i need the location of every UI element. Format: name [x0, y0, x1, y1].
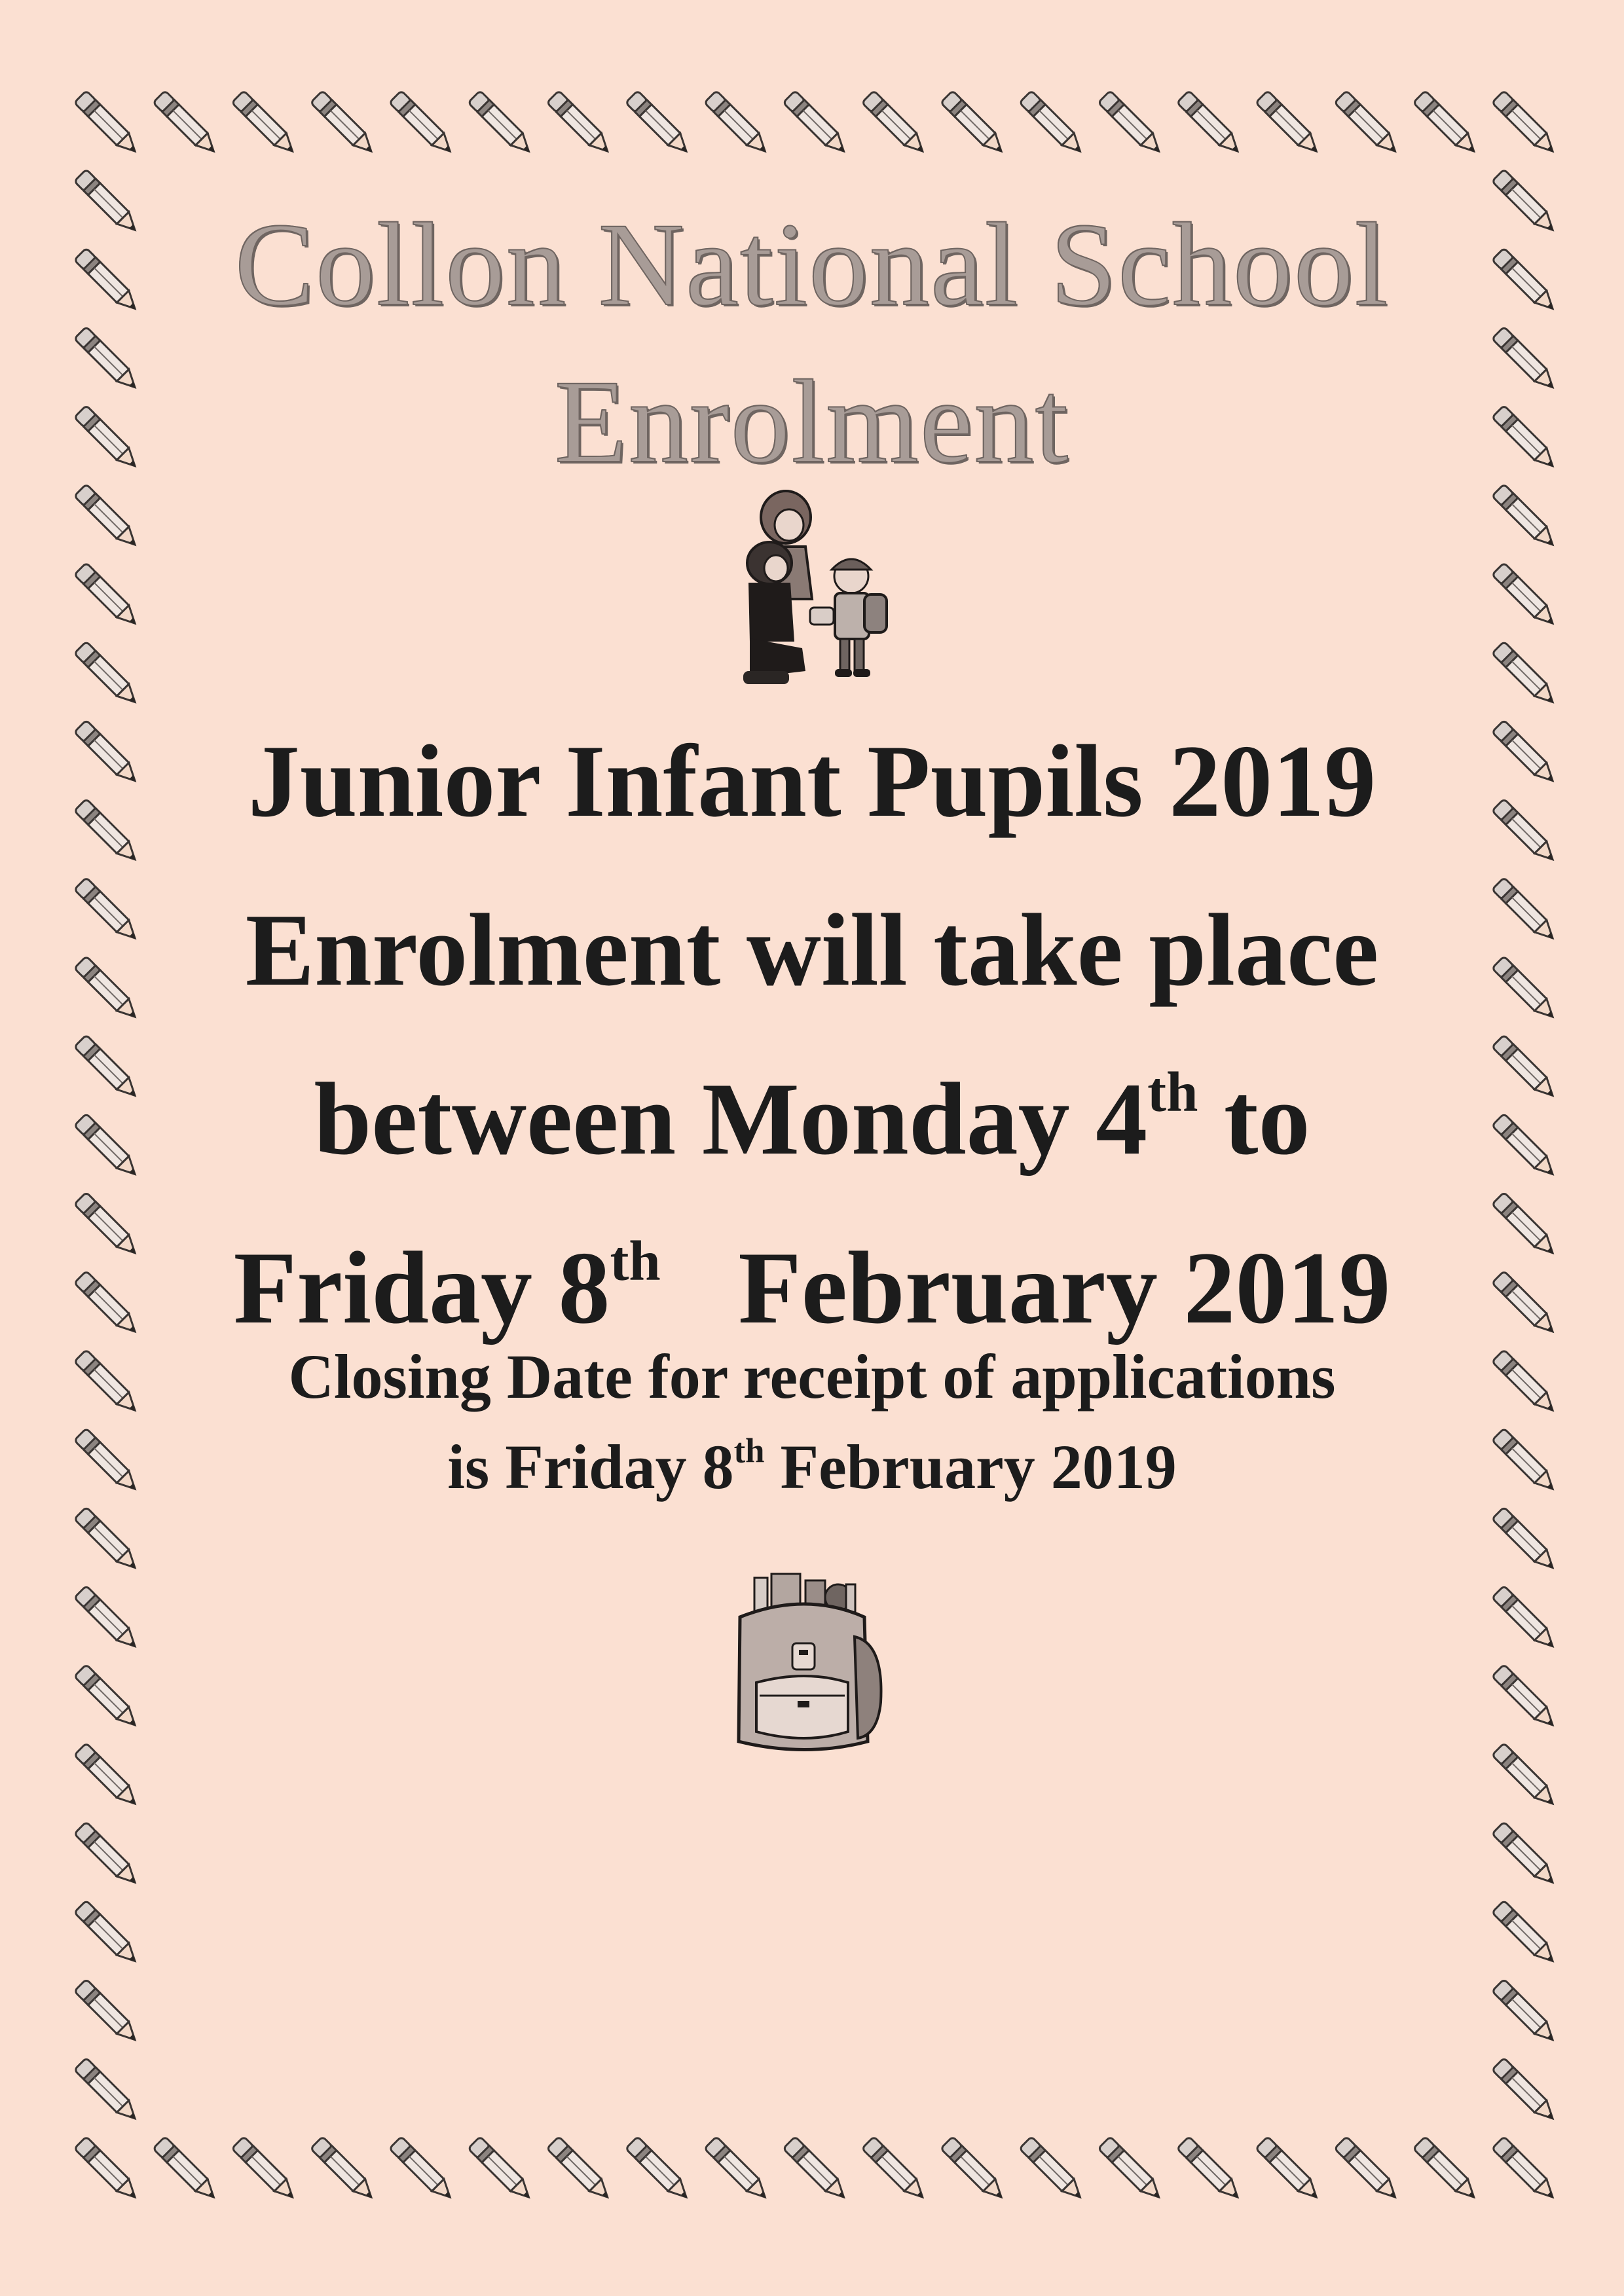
- pencil-icon: [1492, 90, 1559, 158]
- pencil-icon: [1492, 1822, 1559, 1889]
- pencil-icon: [1413, 2136, 1481, 2204]
- parent-and-child-illustration: [724, 484, 900, 694]
- pencil-icon: [74, 1743, 141, 1810]
- announcement-line-1: Junior Infant Pupils 2019: [248, 724, 1376, 839]
- pencil-icon: [74, 563, 141, 630]
- pencil-icon: [74, 1822, 141, 1889]
- pencil-icon: [153, 90, 221, 158]
- pencil-icon: [1335, 2136, 1402, 2204]
- pencil-icon: [1492, 1586, 1559, 1653]
- closing-date-notice: [0, 1341, 1624, 1526]
- pencil-icon: [547, 2136, 614, 2204]
- pencil-icon: [705, 2136, 772, 2204]
- pencil-icon: [940, 90, 1008, 158]
- enrolment-title: Enrolment: [554, 356, 1070, 488]
- pencil-icon: [1492, 1743, 1559, 1810]
- pencil-icon: [1177, 2136, 1244, 2204]
- pencil-icon: [74, 642, 141, 709]
- school-name-title: Collon National School: [234, 199, 1390, 331]
- pencil-icon: [1492, 563, 1559, 630]
- pencil-icon: [1335, 90, 1402, 158]
- pencil-icon: [74, 2136, 141, 2204]
- closing-line-2: is Friday 8th February 2019: [447, 1432, 1177, 1502]
- pencil-icon: [1256, 2136, 1323, 2204]
- pencil-icon: [389, 90, 456, 158]
- pencil-icon: [862, 90, 929, 158]
- pencil-icon: [862, 2136, 929, 2204]
- closing-line-1: Closing Date for receipt of applications: [288, 1341, 1336, 1412]
- pencil-icon: [74, 1586, 141, 1653]
- pencil-icon: [1492, 1901, 1559, 1968]
- pencil-icon: [547, 90, 614, 158]
- pencil-icon: [468, 2136, 536, 2204]
- pencil-icon: [940, 2136, 1008, 2204]
- pencil-icon: [625, 90, 693, 158]
- pencil-icon: [389, 2136, 456, 2204]
- announcement-line-3: between Monday 4th to: [314, 1060, 1310, 1176]
- pencil-icon: [1492, 2058, 1559, 2125]
- pencil-icon: [705, 90, 772, 158]
- pencil-icon: [783, 2136, 851, 2204]
- pencil-icon: [1492, 642, 1559, 709]
- pencil-icon: [232, 90, 299, 158]
- pencil-icon: [1098, 90, 1166, 158]
- pencil-icon: [310, 90, 378, 158]
- pencil-icon: [232, 2136, 299, 2204]
- pencil-icon: [74, 1901, 141, 1968]
- pencil-icon: [1256, 90, 1323, 158]
- enrolment-announcement: [0, 724, 1624, 1406]
- announcement-line-2: Enrolment will take place: [245, 893, 1379, 1008]
- pencil-icon: [1098, 2136, 1166, 2204]
- pencil-icon: [74, 1979, 141, 2047]
- pencil-icon: [468, 90, 536, 158]
- pencil-icon: [74, 90, 141, 158]
- announcement-line-4: Friday 8th February 2019: [233, 1229, 1391, 1345]
- pencil-icon: [1492, 2136, 1559, 2204]
- pencil-icon: [153, 2136, 221, 2204]
- pencil-icon: [1413, 90, 1481, 158]
- pencil-icon: [1177, 90, 1244, 158]
- pencil-icon: [1020, 2136, 1087, 2204]
- pencil-icon: [74, 484, 141, 551]
- pencil-icon: [783, 90, 851, 158]
- pencil-icon: [74, 1664, 141, 1732]
- pencil-icon: [1020, 90, 1087, 158]
- pencil-icon: [1492, 1664, 1559, 1732]
- pencil-icon: [1492, 1979, 1559, 2047]
- pencil-icon: [625, 2136, 693, 2204]
- pencil-icon: [310, 2136, 378, 2204]
- pencil-icon: [1492, 484, 1559, 551]
- pencil-icon: [74, 2058, 141, 2125]
- school-backpack-illustration: [720, 1571, 891, 1761]
